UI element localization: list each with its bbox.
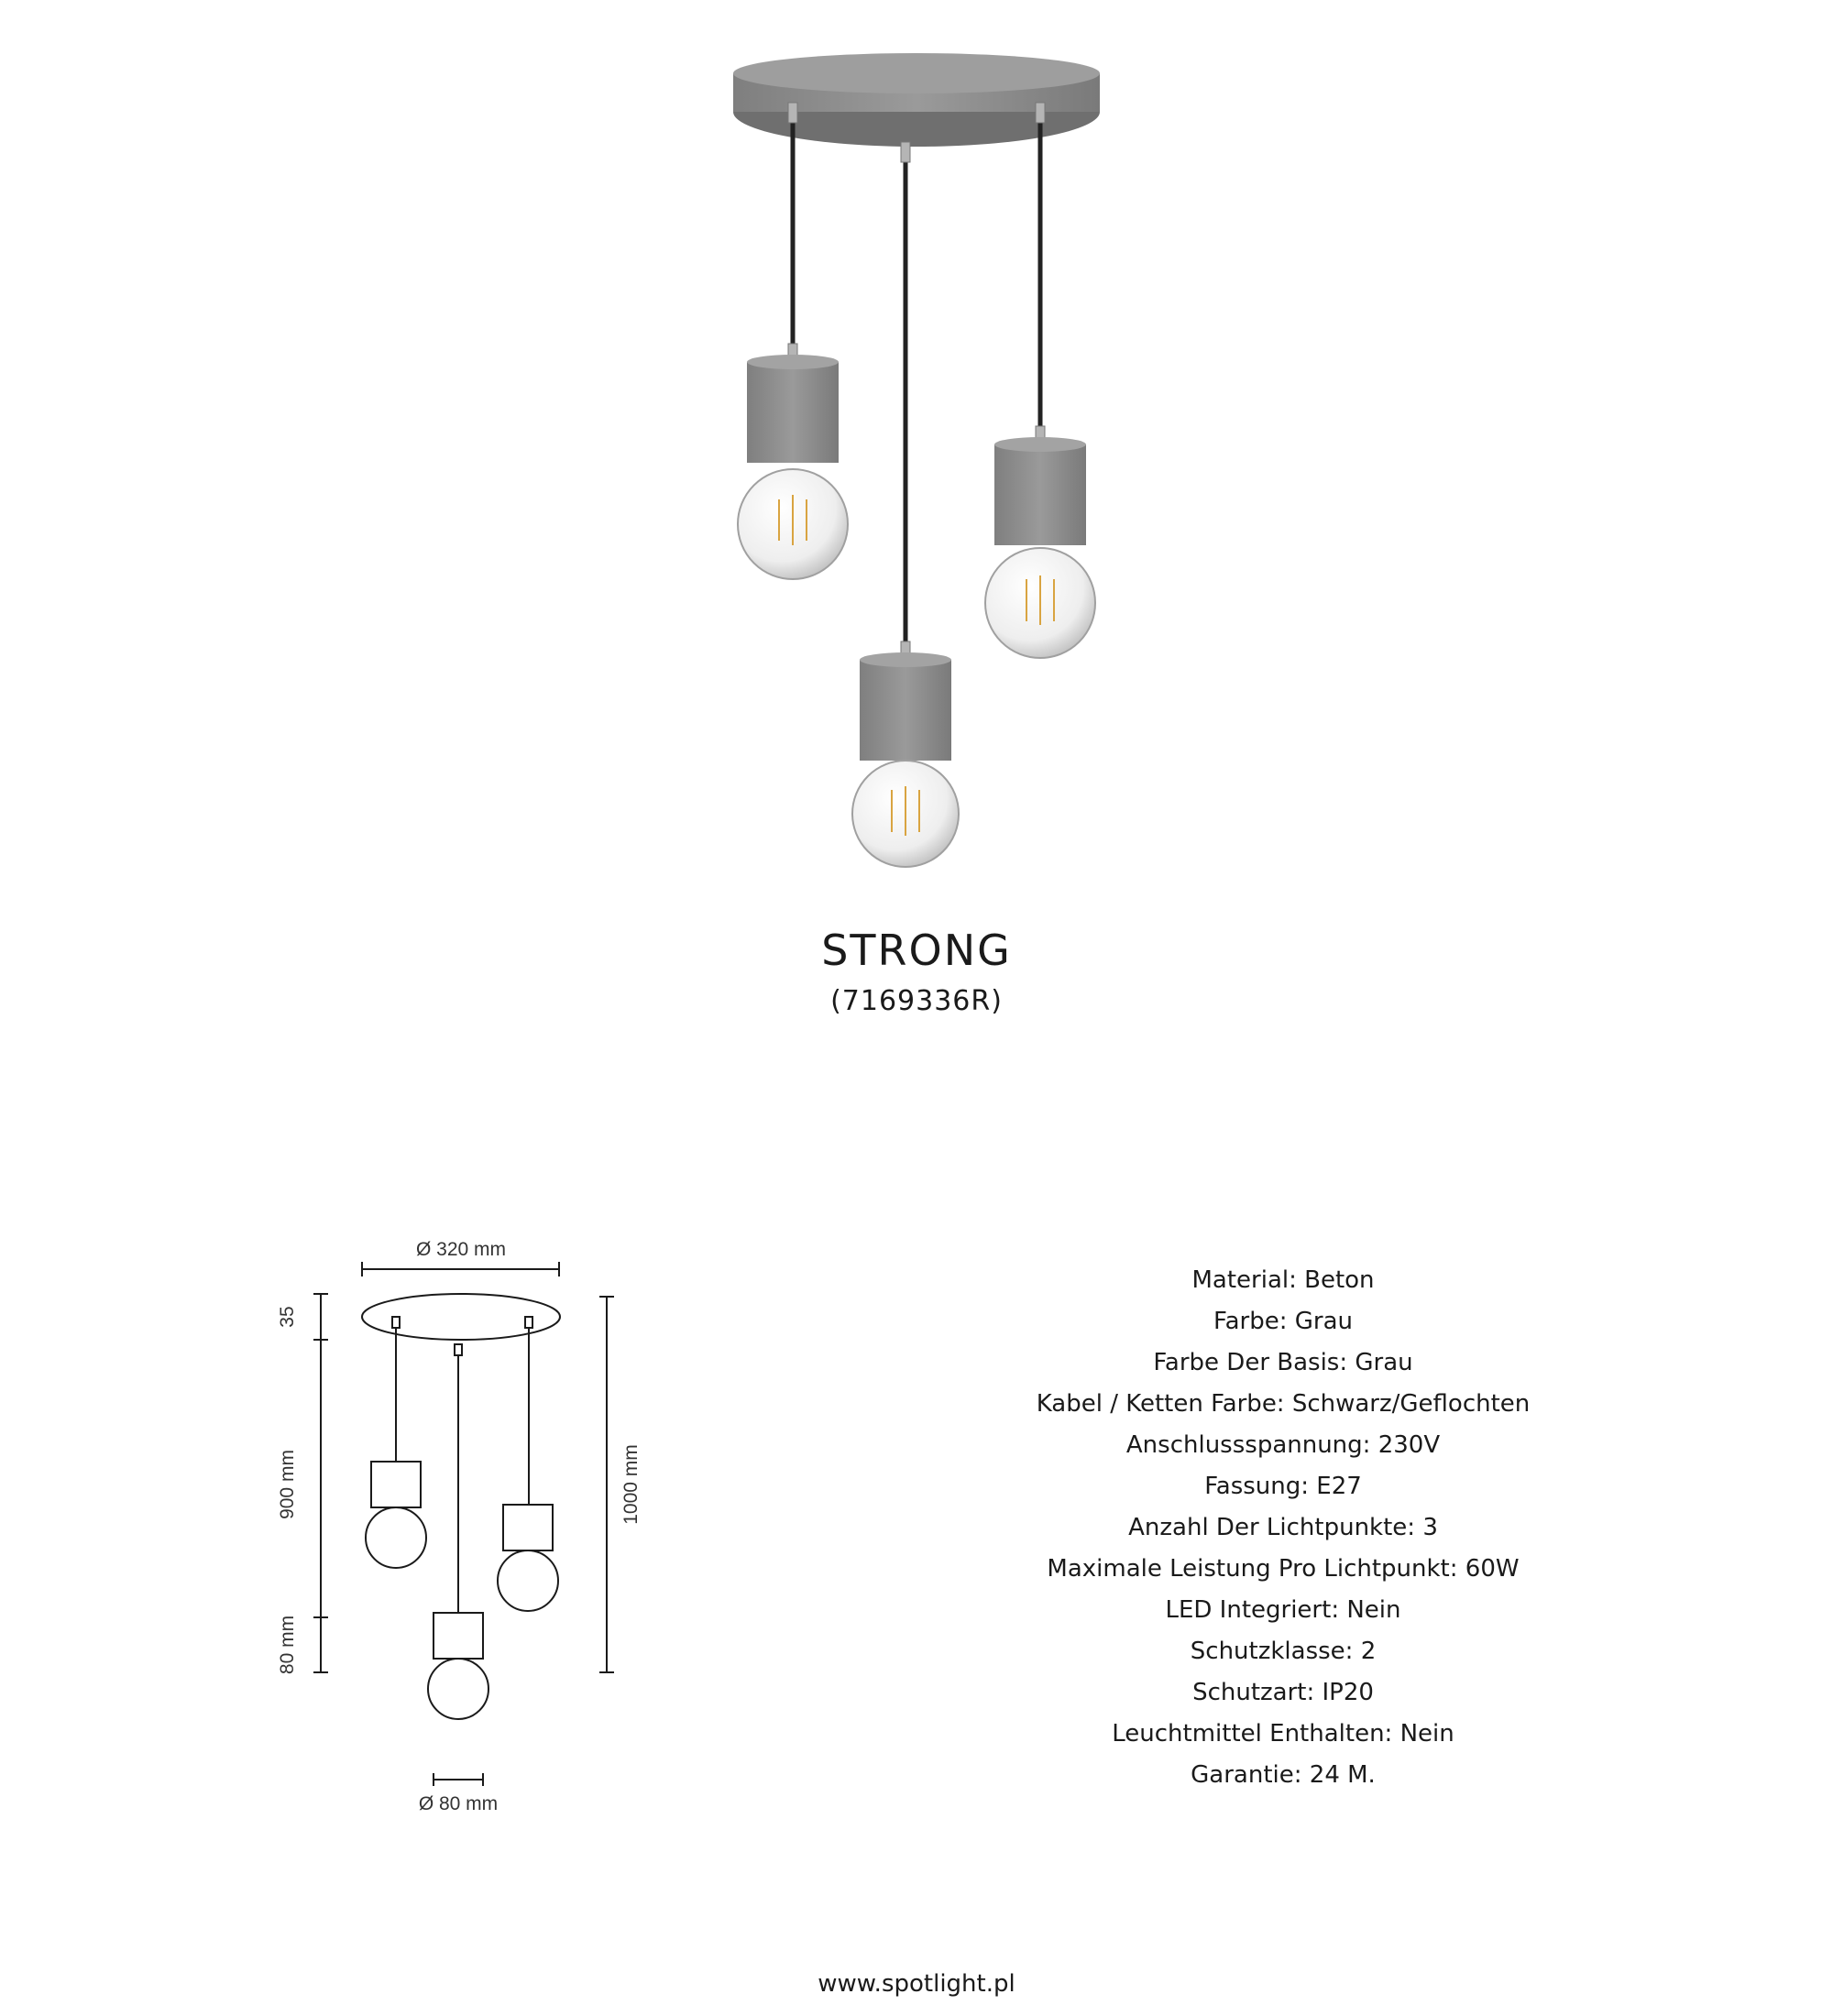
- spec-item: Material: Beton: [1191, 1266, 1375, 1294]
- website-link[interactable]: www.spotlight.pl: [818, 1970, 1015, 1998]
- spec-item: Kabel / Ketten Farbe: Schwarz/Geflochten: [1036, 1390, 1531, 1418]
- shade-diameter-label: Ø 80 mm: [418, 1793, 499, 1814]
- spec-item: Leuchtmittel Enthalten: Nein: [1112, 1720, 1454, 1748]
- spec-item: Anzahl Der Lichtpunkte: 3: [1128, 1514, 1438, 1541]
- spec-item: Maximale Leistung Pro Lichtpunkt: 60W: [1047, 1555, 1520, 1583]
- cable-length-label: 900 mm: [277, 1450, 298, 1519]
- spec-item: Fassung: E27: [1204, 1473, 1362, 1500]
- product-photo: [715, 37, 1118, 880]
- spec-item: Garantie: 24 M.: [1191, 1761, 1376, 1789]
- canopy-height-label: 35: [277, 1306, 298, 1328]
- pendant-left: [738, 355, 848, 579]
- canopy: [733, 53, 1100, 147]
- spec-item: LED Integriert: Nein: [1165, 1596, 1401, 1624]
- pendant-right: [985, 437, 1095, 658]
- pendant-center: [852, 652, 959, 867]
- spec-item: Farbe: Grau: [1213, 1308, 1353, 1335]
- total-height-label: 1000 mm: [620, 1444, 642, 1525]
- spec-item: Anschlussspannung: 230V: [1125, 1431, 1441, 1459]
- spec-list: [953, 1260, 1613, 1796]
- spec-item: Farbe Der Basis: Grau: [1153, 1349, 1413, 1376]
- product-name: STRONG: [821, 926, 1012, 975]
- technical-drawing: [270, 1219, 664, 1814]
- spec-item: Schutzart: IP20: [1192, 1679, 1374, 1706]
- product-code: (7169336R): [830, 985, 1003, 1017]
- canopy-diameter-label: Ø 320 mm: [415, 1239, 507, 1260]
- spec-item: Schutzklasse: 2: [1190, 1638, 1377, 1665]
- shade-height-label: 80 mm: [277, 1615, 298, 1675]
